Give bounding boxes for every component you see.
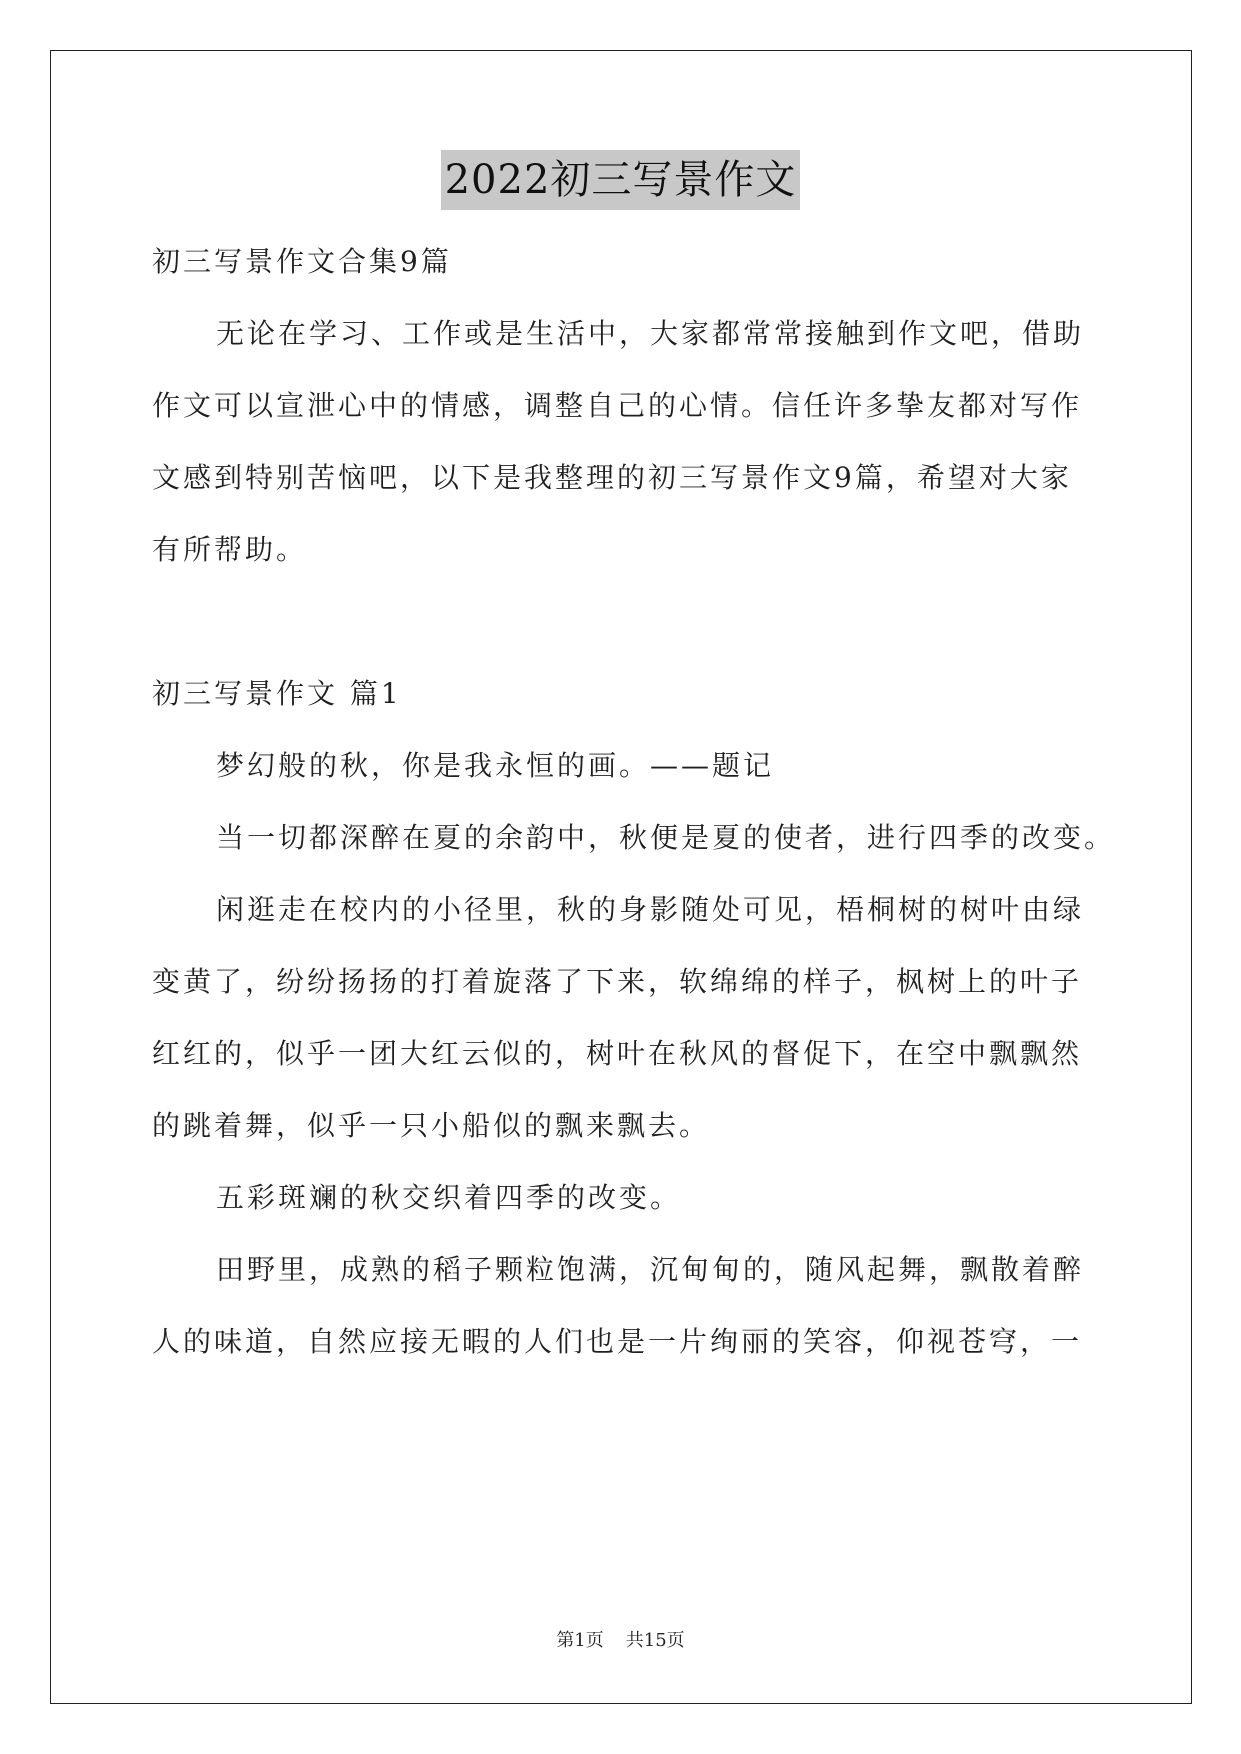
document-title: 2022初三写景作文 bbox=[441, 150, 801, 210]
title-wrap bbox=[0, 150, 1241, 210]
section-heading: 初三写景作文 篇1 bbox=[152, 677, 402, 710]
intro-line-3: 文感到特别苦恼吧，以下是我整理的初三写景作文9篇，希望对大家 bbox=[152, 461, 1072, 494]
epigraph-line: 梦幻般的秋，你是我永恒的画。——题记 bbox=[216, 749, 775, 782]
body-line-6: 五彩斑斓的秋交织着四季的改变。 bbox=[216, 1181, 682, 1214]
body-line-4: 红红的，似乎一团大红云似的，树叶在秋风的督促下，在空中飘飘然 bbox=[152, 1037, 1083, 1070]
body-line-8: 人的味道，自然应接无暇的人们也是一片绚丽的笑容，仰视苍穹，一 bbox=[152, 1325, 1083, 1358]
body-line-7: 田野里，成熟的稻子颗粒饱满，沉甸甸的，随风起舞，飘散着醉 bbox=[216, 1253, 1085, 1286]
page-footer bbox=[0, 1628, 1241, 1654]
intro-line-1: 无论在学习、工作或是生活中，大家都常常接触到作文吧，借助 bbox=[216, 317, 1085, 350]
body-line-2: 闲逛走在校内的小径里，秋的身影随处可见，梧桐树的树叶由绿 bbox=[216, 893, 1085, 926]
intro-line-2: 作文可以宣泄心中的情感，调整自己的心情。信任许多挚友都对写作 bbox=[152, 389, 1083, 422]
intro-line-4: 有所帮助。 bbox=[152, 533, 308, 566]
page-border bbox=[50, 50, 1192, 1704]
body-line-5: 的跳着舞，似乎一只小船似的飘来飘去。 bbox=[152, 1109, 711, 1142]
collection-heading: 初三写景作文合集9篇 bbox=[152, 245, 452, 278]
body-line-1: 当一切都深醉在夏的余韵中，秋便是夏的使者，进行四季的改变。 bbox=[216, 821, 1116, 854]
total-pages-label: 共15页 bbox=[625, 1630, 685, 1651]
body-line-3: 变黄了，纷纷扬扬的打着旋落了下来，软绵绵的样子，枫树上的叶子 bbox=[152, 965, 1083, 998]
current-page-label: 第1页 bbox=[556, 1630, 604, 1651]
